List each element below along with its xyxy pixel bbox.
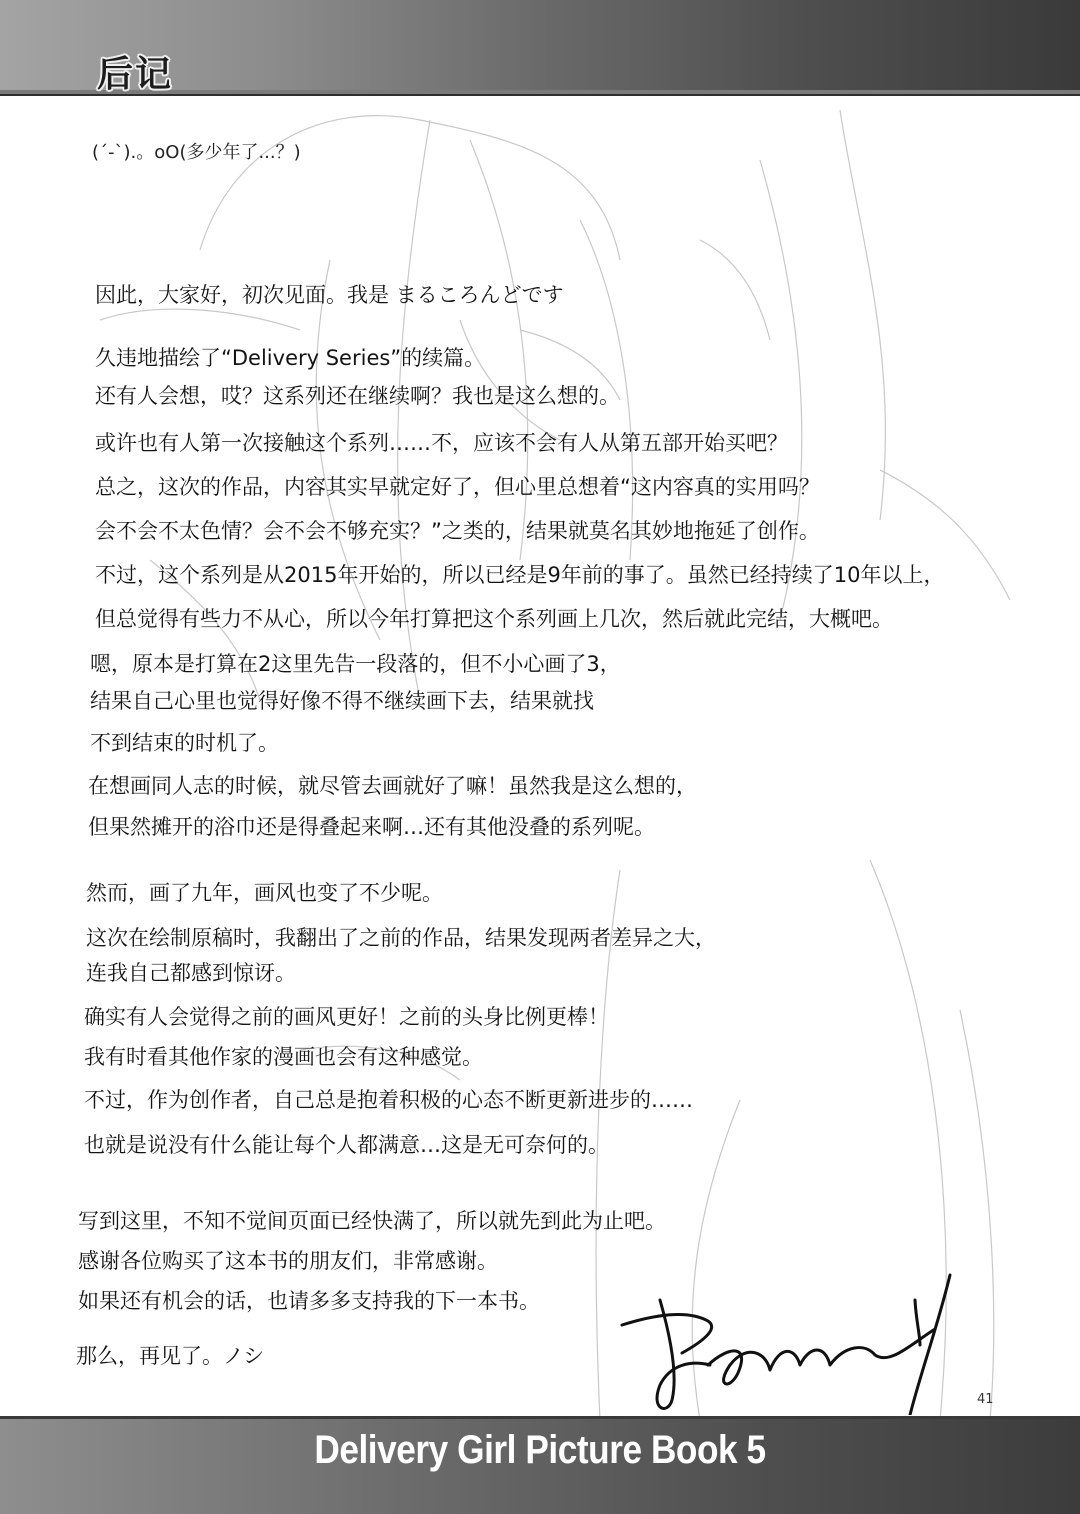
text-line: 在想画同人志的时候，就尽管去画就好了嘛！虽然我是这么想的， [88,774,697,798]
text-line: 写到这里，不知不觉间页面已经快满了，所以就先到此为止吧。 [78,1209,666,1233]
text-line: 如果还有机会的话，也请多多支持我的下一本书。 [78,1289,540,1313]
page-title: 后记 [97,54,174,95]
text-line: 或许也有人第一次接触这个系列……不，应该不会有人从第五部开始买吧？ [95,431,788,455]
text-line: 那么，再见了。ノシ [76,1344,265,1368]
text-line: 因此，大家好，初次见面。我是 まるころんどです [95,283,564,307]
text-line: 不到结束的时机了。 [90,731,279,755]
text-line: 也就是说没有什么能让每个人都满意…这是无可奈何的。 [84,1133,609,1157]
text-line: 确实有人会觉得之前的画风更好！之前的头身比例更棒！ [84,1005,609,1029]
text-line: 但总觉得有些力不从心，所以今年打算把这个系列画上几次，然后就此完结，大概吧。 [95,607,893,631]
text-line: 会不会不太色情？会不会不够充实？”之类的，结果就莫名其妙地拖延了创作。 [95,519,820,543]
page-number: 41 [977,1392,994,1407]
kaomoji-line: (´-`).。oO(多少年了...？) [92,142,301,163]
text-line: 久违地描绘了“Delivery Series”的续篇。 [95,346,486,370]
text-line: 这次在绘制原稿时，我翻出了之前的作品，结果发现两者差异之大， [86,926,716,950]
text-line: 还有人会想，哎？这系列还在继续啊？我也是这么想的。 [95,384,620,408]
text-line: 感谢各位购买了这本书的朋友们，非常感谢。 [78,1249,498,1273]
text-line: 结果自己心里也觉得好像不得不继续画下去，结果就找 [90,689,594,713]
text-line: 我有时看其他作家的漫画也会有这种感觉。 [84,1045,483,1069]
text-line: 但果然摊开的浴巾还是得叠起来啊…还有其他没叠的系列呢。 [88,815,655,839]
text-line: 嗯，原本是打算在2这里先告一段落的，但不小心画了3， [90,652,621,676]
text-line: 总之，这次的作品，内容其实早就定好了，但心里总想着“这内容真的实用吗？ [95,475,820,499]
text-line: 不过，这个系列是从2015年开始的，所以已经是9年前的事了。虽然已经持续了10年以上， [95,563,945,587]
text-line: 不过，作为创作者，自己总是抱着积极的心态不断更新进步的…… [84,1088,693,1112]
text-line: 连我自己都感到惊讶。 [86,961,296,985]
handwritten-signature-icon [620,1265,960,1415]
book-title: Delivery Girl Picture Book 5 [314,1428,766,1472]
text-line: 然而，画了九年，画风也变了不少呢。 [86,881,443,905]
